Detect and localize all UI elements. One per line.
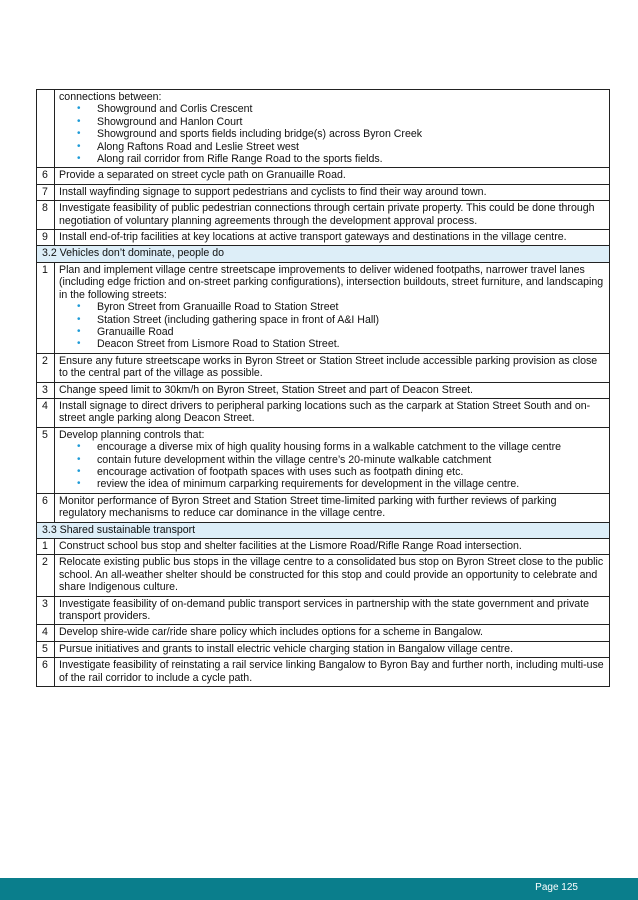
- action-text: Install wayfinding signage to support pedestrians and cyclists to find their way around town.: [59, 185, 487, 198]
- action-number: 5: [37, 427, 55, 493]
- action-number: 6: [37, 658, 55, 687]
- action-row: [37, 230, 610, 246]
- bullet-item: • encourage activation of footpath spaces with uses such as footpath dining etc.: [77, 466, 605, 478]
- action-cell: [55, 427, 610, 493]
- action-row: [37, 398, 610, 427]
- action-table-body: [37, 90, 610, 687]
- action-number: 1: [37, 262, 55, 353]
- action-row: [37, 658, 610, 687]
- action-number: 3: [37, 382, 55, 398]
- action-text: Investigate feasibility of public pedestrian connections through certain private property. This could be done through negotiation of voluntary planning agreements through the development approval process.: [59, 202, 595, 227]
- action-number: 4: [37, 625, 55, 641]
- action-cell: [55, 353, 610, 382]
- action-number: 2: [37, 555, 55, 596]
- bullet-item: • Showground and Corlis Crescent: [77, 103, 605, 115]
- bullet-list: [59, 441, 605, 491]
- action-text: Provide a separated on street cycle path on Granuaille Road.: [59, 169, 346, 182]
- action-row: [37, 184, 610, 200]
- action-text: Investigate feasibility of reinstating a rail service linking Bangalow to Byron Bay and further north, including multi-use of the rail corridor to include a cycle path.: [59, 659, 604, 684]
- bullet-item: • encourage a diverse mix of high quality housing forms in a walkable catchment to the village centre: [77, 441, 605, 453]
- action-row: [37, 641, 610, 657]
- action-number: [37, 90, 55, 168]
- action-cell: [55, 641, 610, 657]
- bullet-item: • Deacon Street from Lismore Road to Station Street.: [77, 338, 605, 350]
- action-row: [37, 625, 610, 641]
- action-cell: [55, 201, 610, 230]
- action-text: Relocate existing public bus stops in the village centre to a consolidated bus stop on Byron Street close to the public school. An all-weather shelter should be constructed for this stop and could provide an opportunity to celebrate and share Indigenous culture.: [59, 556, 604, 594]
- action-text: Monitor performance of Byron Street and Station Street time-limited parking with further reviews of parking regulatory mechanisms to reduce car dominance in the village centre.: [59, 494, 557, 520]
- action-cell: [55, 230, 610, 246]
- bullet-item: • Granuaille Road: [77, 326, 605, 338]
- action-number: 2: [37, 353, 55, 382]
- action-number: 4: [37, 398, 55, 427]
- bullet-item: • Along Raftons Road and Leslie Street west: [77, 141, 605, 153]
- action-row: [37, 555, 610, 596]
- action-row: [37, 493, 610, 522]
- action-row: [37, 382, 610, 398]
- action-row: [37, 353, 610, 382]
- action-text: Install end-of-trip facilities at key locations at active transport gateways and destinations in the village centre.: [59, 231, 567, 244]
- action-cell: [55, 539, 610, 555]
- bullet-item: • Along rail corridor from Rifle Range Road to the sports fields.: [77, 153, 605, 165]
- action-cell: [55, 184, 610, 200]
- section-heading-row: [37, 246, 610, 262]
- action-text: Develop shire-wide car/ride share policy which includes options for a scheme in Bangalow.: [59, 626, 483, 639]
- page-number: Page 125: [535, 882, 578, 893]
- bullet-item: • Station Street (including gathering space in front of A&I Hall): [77, 314, 605, 326]
- action-row: [37, 201, 610, 230]
- action-cell: [55, 625, 610, 641]
- action-cell: [55, 658, 610, 687]
- action-cell: [55, 596, 610, 625]
- action-table: [36, 89, 610, 687]
- action-number: 7: [37, 184, 55, 200]
- action-row: [37, 90, 610, 168]
- action-row: [37, 427, 610, 493]
- bullet-item: • Showground and Hanlon Court: [77, 116, 605, 128]
- footer-bar: [0, 878, 638, 900]
- section-heading: 3.2 Vehicles don’t dominate, people do: [37, 246, 610, 262]
- action-row: [37, 596, 610, 625]
- section-heading: 3.3 Shared sustainable transport: [37, 522, 610, 538]
- action-text: Plan and implement village centre streetscape improvements to deliver widened footpaths, narrower travel lanes (including edge friction and on-street parking configurations), intersection buildouts, street furniture, and landscaping in the following streets:: [59, 263, 604, 301]
- action-text: Ensure any future streetscape works in Byron Street or Station Street include accessible parking provision as close to the central part of the village as possible.: [59, 354, 598, 380]
- action-number: 8: [37, 201, 55, 230]
- action-number: 6: [37, 168, 55, 184]
- action-text: Develop planning controls that:: [59, 428, 205, 441]
- action-cell: [55, 262, 610, 353]
- action-cell: [55, 398, 610, 427]
- bullet-item: • contain future development within the village centre’s 20-minute walkable catchment: [77, 454, 605, 466]
- action-text: connections between:: [59, 91, 162, 103]
- action-text: Change speed limit to 30km/h on Byron Street, Station Street and part of Deacon Street.: [59, 383, 473, 396]
- action-cell: [55, 90, 610, 168]
- bullet-item: • Showground and sports fields including bridge(s) across Byron Creek: [77, 128, 605, 140]
- action-row: [37, 539, 610, 555]
- action-cell: [55, 168, 610, 184]
- action-cell: [55, 382, 610, 398]
- action-cell: [55, 555, 610, 596]
- bullet-list: [59, 301, 605, 351]
- bullet-list: [59, 103, 605, 165]
- action-text: Construct school bus stop and shelter facilities at the Lismore Road/Rifle Range Road intersection.: [59, 540, 522, 552]
- action-text: Investigate feasibility of on-demand public transport services in partnership with the state government and private transport providers.: [59, 597, 589, 623]
- bullet-item: • Byron Street from Granuaille Road to Station Street: [77, 301, 605, 313]
- action-number: 5: [37, 641, 55, 657]
- action-text: Install signage to direct drivers to peripheral parking locations such as the carpark at Station Street South and on- street angle parking along Deacon Street.: [59, 399, 591, 425]
- bullet-item: • review the idea of minimum carparking requirements for development in the village centre.: [77, 478, 605, 490]
- action-text: Pursue initiatives and grants to install electric vehicle charging station in Bangalow village centre.: [59, 642, 514, 655]
- action-row: [37, 262, 610, 353]
- action-number: 3: [37, 596, 55, 625]
- action-number: 6: [37, 493, 55, 522]
- action-cell: [55, 493, 610, 522]
- action-number: 1: [37, 539, 55, 555]
- section-heading-row: [37, 522, 610, 538]
- action-row: [37, 168, 610, 184]
- action-number: 9: [37, 230, 55, 246]
